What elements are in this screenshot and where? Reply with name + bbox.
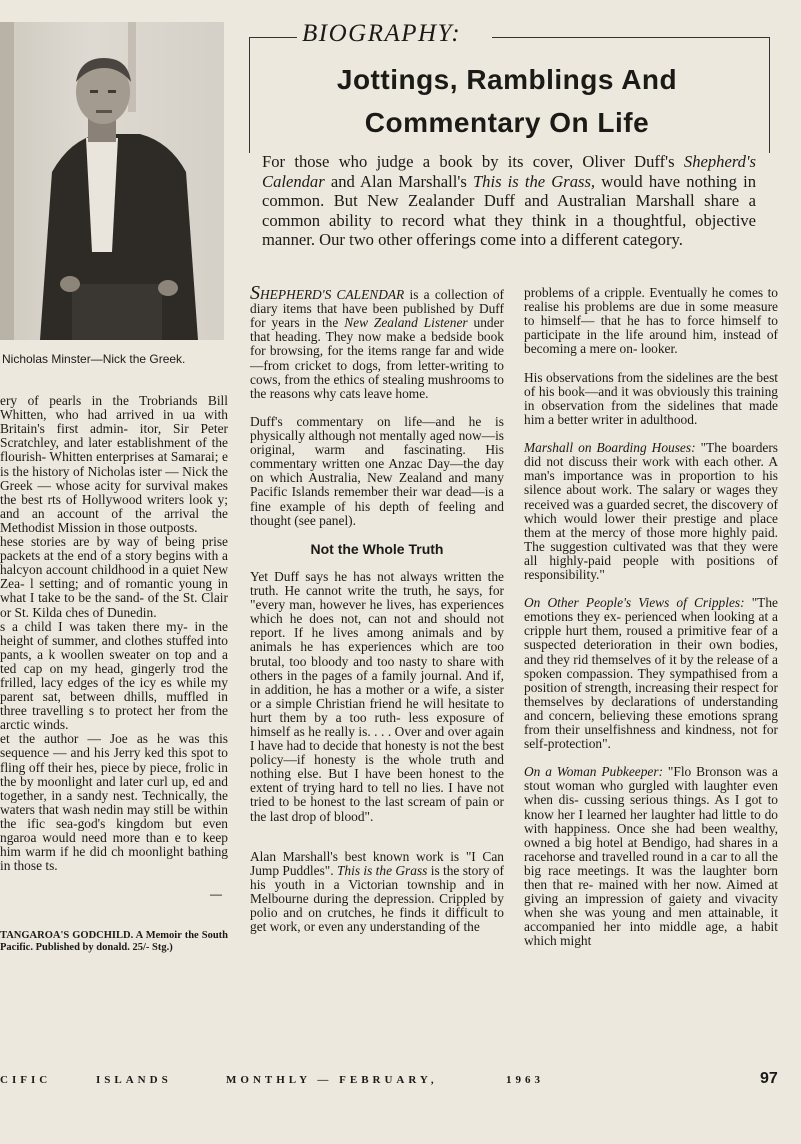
- middle-para-4: [250, 850, 504, 935]
- middle-para-1-italic: New Zealand Listener: [344, 315, 468, 331]
- left-column-text: ery of pearls in the Trobriands Bill Whitten, who had arrived in ua with Britain's first admin- itor, Sir Peter Scratchley, and later establishment of the flourish- Whitten enterprises at Samarai; e is the history of Nicholas ister — Nick the Greek — whose acity for survival makes the best rts of Hollywood writers look y; and an account of the arrival the Methodist Mission in those outposts. hese stories are by way of being prise packets at the end of a story begins with a halcyon account childhood in a quiet New Zea- l setting; and of romantic young in what I take to be the sand- of the St. Clair or St. Kilda ches of Dunedin. s a child I was taken there my- in the height of summer, and clothes stuffed into pants, a k woollen sweater on top and a ted cap on my head, gingerly trod the frilled, lacy edges of the icy es while my parent sat, between dhills, muffled in three travelling s to protect her from the arctic winds. et the author — Joe as he was this sequence — and his Jerry ked this spot to fling off their hes, piece by piece, frolic in the by moonlight and later curl up, ed and together, in a sandy nest. Technically, the waters that wash nedin may still be within the ific sea-god's kingdom but even ngaroa would need more than e to keep him warm if he did ch moonlight bathing in those ts.: [0, 393, 228, 874]
- intro-text-3: would have nothing in common. But New Zealander Duff and Australian Marshall share a common ability to record what they think in a thoughtful, objective manner. Our two other offerings come into a different category.: [262, 171, 757, 249]
- intro-title-2: This is the Grass,: [472, 171, 596, 191]
- left-column: [0, 380, 228, 968]
- middle-para-4-a: Alan Marshall's best known work is "I Can Jump Puddles".: [250, 848, 504, 878]
- lead-title: HEPHERD'S CALENDAR: [260, 287, 405, 303]
- intro-text-1: For those who judge a book by its cover, Oliver Duff's: [262, 152, 684, 171]
- right-para-5-text: "Flo Bronson was a stout woman who gurgled with laughter even when dis- cussing serious things. As I got to know her I learned her laughter had little to do with happiness. Once she had been wealthy, owned a big hotel at Bendigo, had shares in a racehorse and travelled round in a car to all the big race meetings. It was the laughter born then that re- mained with her now. Aimed at giving an impression of gaiety and vivacity when she was young and men attainable, it accompanied her into middle age, a habit which might: [524, 764, 779, 949]
- footer-part-2: ISLANDS: [96, 1074, 172, 1086]
- footer-part-1: CIFIC: [0, 1074, 52, 1086]
- article-headline: [262, 58, 752, 144]
- right-para-3: [524, 441, 778, 582]
- headline-line-2: Commentary On Life: [364, 107, 650, 138]
- portrait-photo: [0, 22, 224, 340]
- right-column: [524, 272, 778, 963]
- page-footer: [0, 1074, 801, 1094]
- right-para-5: [524, 765, 778, 948]
- middle-para-4-italic: This is the Grass: [336, 862, 428, 878]
- page-number: 97: [760, 1070, 778, 1087]
- footer-part-3: MONTHLY — FEBRUARY,: [226, 1074, 438, 1086]
- right-para-3-text: "The boarders did not discuss their work with each other. A man's importance was in proportion to his silence about work. The salary or wages they received was a guarded secret, the discovery of which would lower their prestige and place them at the mercy of those more highly paid. The suggestion cultivated was that they were all highly-paid people with positions of responsibility.": [524, 440, 779, 582]
- middle-para-2: Duff's commentary on life—and he is physically although not mentally aged now—is original, warm and fascinating. His commentary written one Anzac Day—the day on which Australia, New Zealand and many Pacific Islands remember their war dead—is a fine example of his depth of feeling and thought (see panel).: [250, 413, 504, 528]
- drop-cap: S: [250, 282, 260, 305]
- right-para-2: His observations from the sidelines are the best of his book—and it was obviously this training in observation from the sidelines that made him a better writer in adulthood.: [524, 369, 778, 427]
- middle-para-1-a: is a collection of diary items that have been published by Duff for years in the: [250, 287, 505, 331]
- section-kicker: BIOGRAPHY:: [302, 20, 462, 47]
- intro-text-2: and Alan Marshall's: [324, 171, 473, 191]
- footer-part-4: 1963: [506, 1074, 544, 1086]
- middle-column: [250, 272, 504, 948]
- right-para-1: problems of a cripple. Eventually he comes to realise his problems are due in some measure to himself— that he has to force himself to participate in the life around him, instead of becoming a mere on- looker.: [524, 285, 778, 357]
- book-footnote: TANGAROA'S GODCHILD. A Memoir the South Pacific. Published by donald. 25/- Stg.): [0, 929, 228, 953]
- right-para-4: [524, 596, 778, 751]
- right-para-4-heading: On Other People's Views of Cripples:: [524, 595, 745, 611]
- right-para-5-heading: On a Woman Pubkeeper:: [524, 764, 664, 780]
- right-para-3-heading: Marshall on Boarding Houses:: [524, 440, 696, 456]
- photo-caption: Nicholas Minster—Nick the Greek.: [2, 352, 186, 366]
- subheading: Not the Whole Truth: [310, 540, 444, 557]
- headline-line-1: Jottings, Ramblings And: [336, 64, 678, 95]
- intro-paragraph: [262, 152, 756, 250]
- middle-para-1-b: under that heading. They now make a bedside book for browsing, for the items range far and wide—from cricket to dogs, from letter-writing to cows, from the ethics of stealing mushrooms to the reasons why cats leave home.: [250, 315, 504, 401]
- intro-title-1: Shepherd's Calendar: [262, 152, 756, 191]
- middle-para-4-b: is the story of his youth in a Victorian township and in Melbourne during the depression. Crippled by polio and on crutches, he finds it difficult to get work, or even any understanding of the: [250, 862, 504, 935]
- middle-para-1: [250, 282, 505, 401]
- right-para-4-text: "The emotions they ex- perienced when looking at a cripple hurt them, roused a primitive fear of a suspected deterioration in their own bodies, and they rid themselves of it by the release of a spoken compassion. They sympathised from a position of strength, increasing their respect for themselves by declarations of understanding and concern, believing these emotions sprang from their unselfishness and kindness, not for self-protection".: [524, 595, 778, 752]
- portrait-figure: [0, 22, 224, 340]
- middle-para-3: Yet Duff says he has not always written the truth. He cannot write the truth, he says, for "every man, however he lives, has experiences which he does not, can not and should not report. If he lives among animals and by animals he has experiences which are too brutal, too bloody and too nasty to share with others in the pages of a family journal. And if, in addition, he has a mother or a wife, a sister or a simple Christian friend he will hesitate to hurt them by a too ruth- less exposure of himself as he really is. . . . Over and over again I have had to decide that honesty is not the best policy—if honesty is the whole truth and nothing else. But I have been honest to the extent of trying hard to tell no lies. I have not tried to be honest to the last scream of pain or the last drop of blood".: [250, 568, 504, 824]
- section-dash: —: [210, 887, 222, 902]
